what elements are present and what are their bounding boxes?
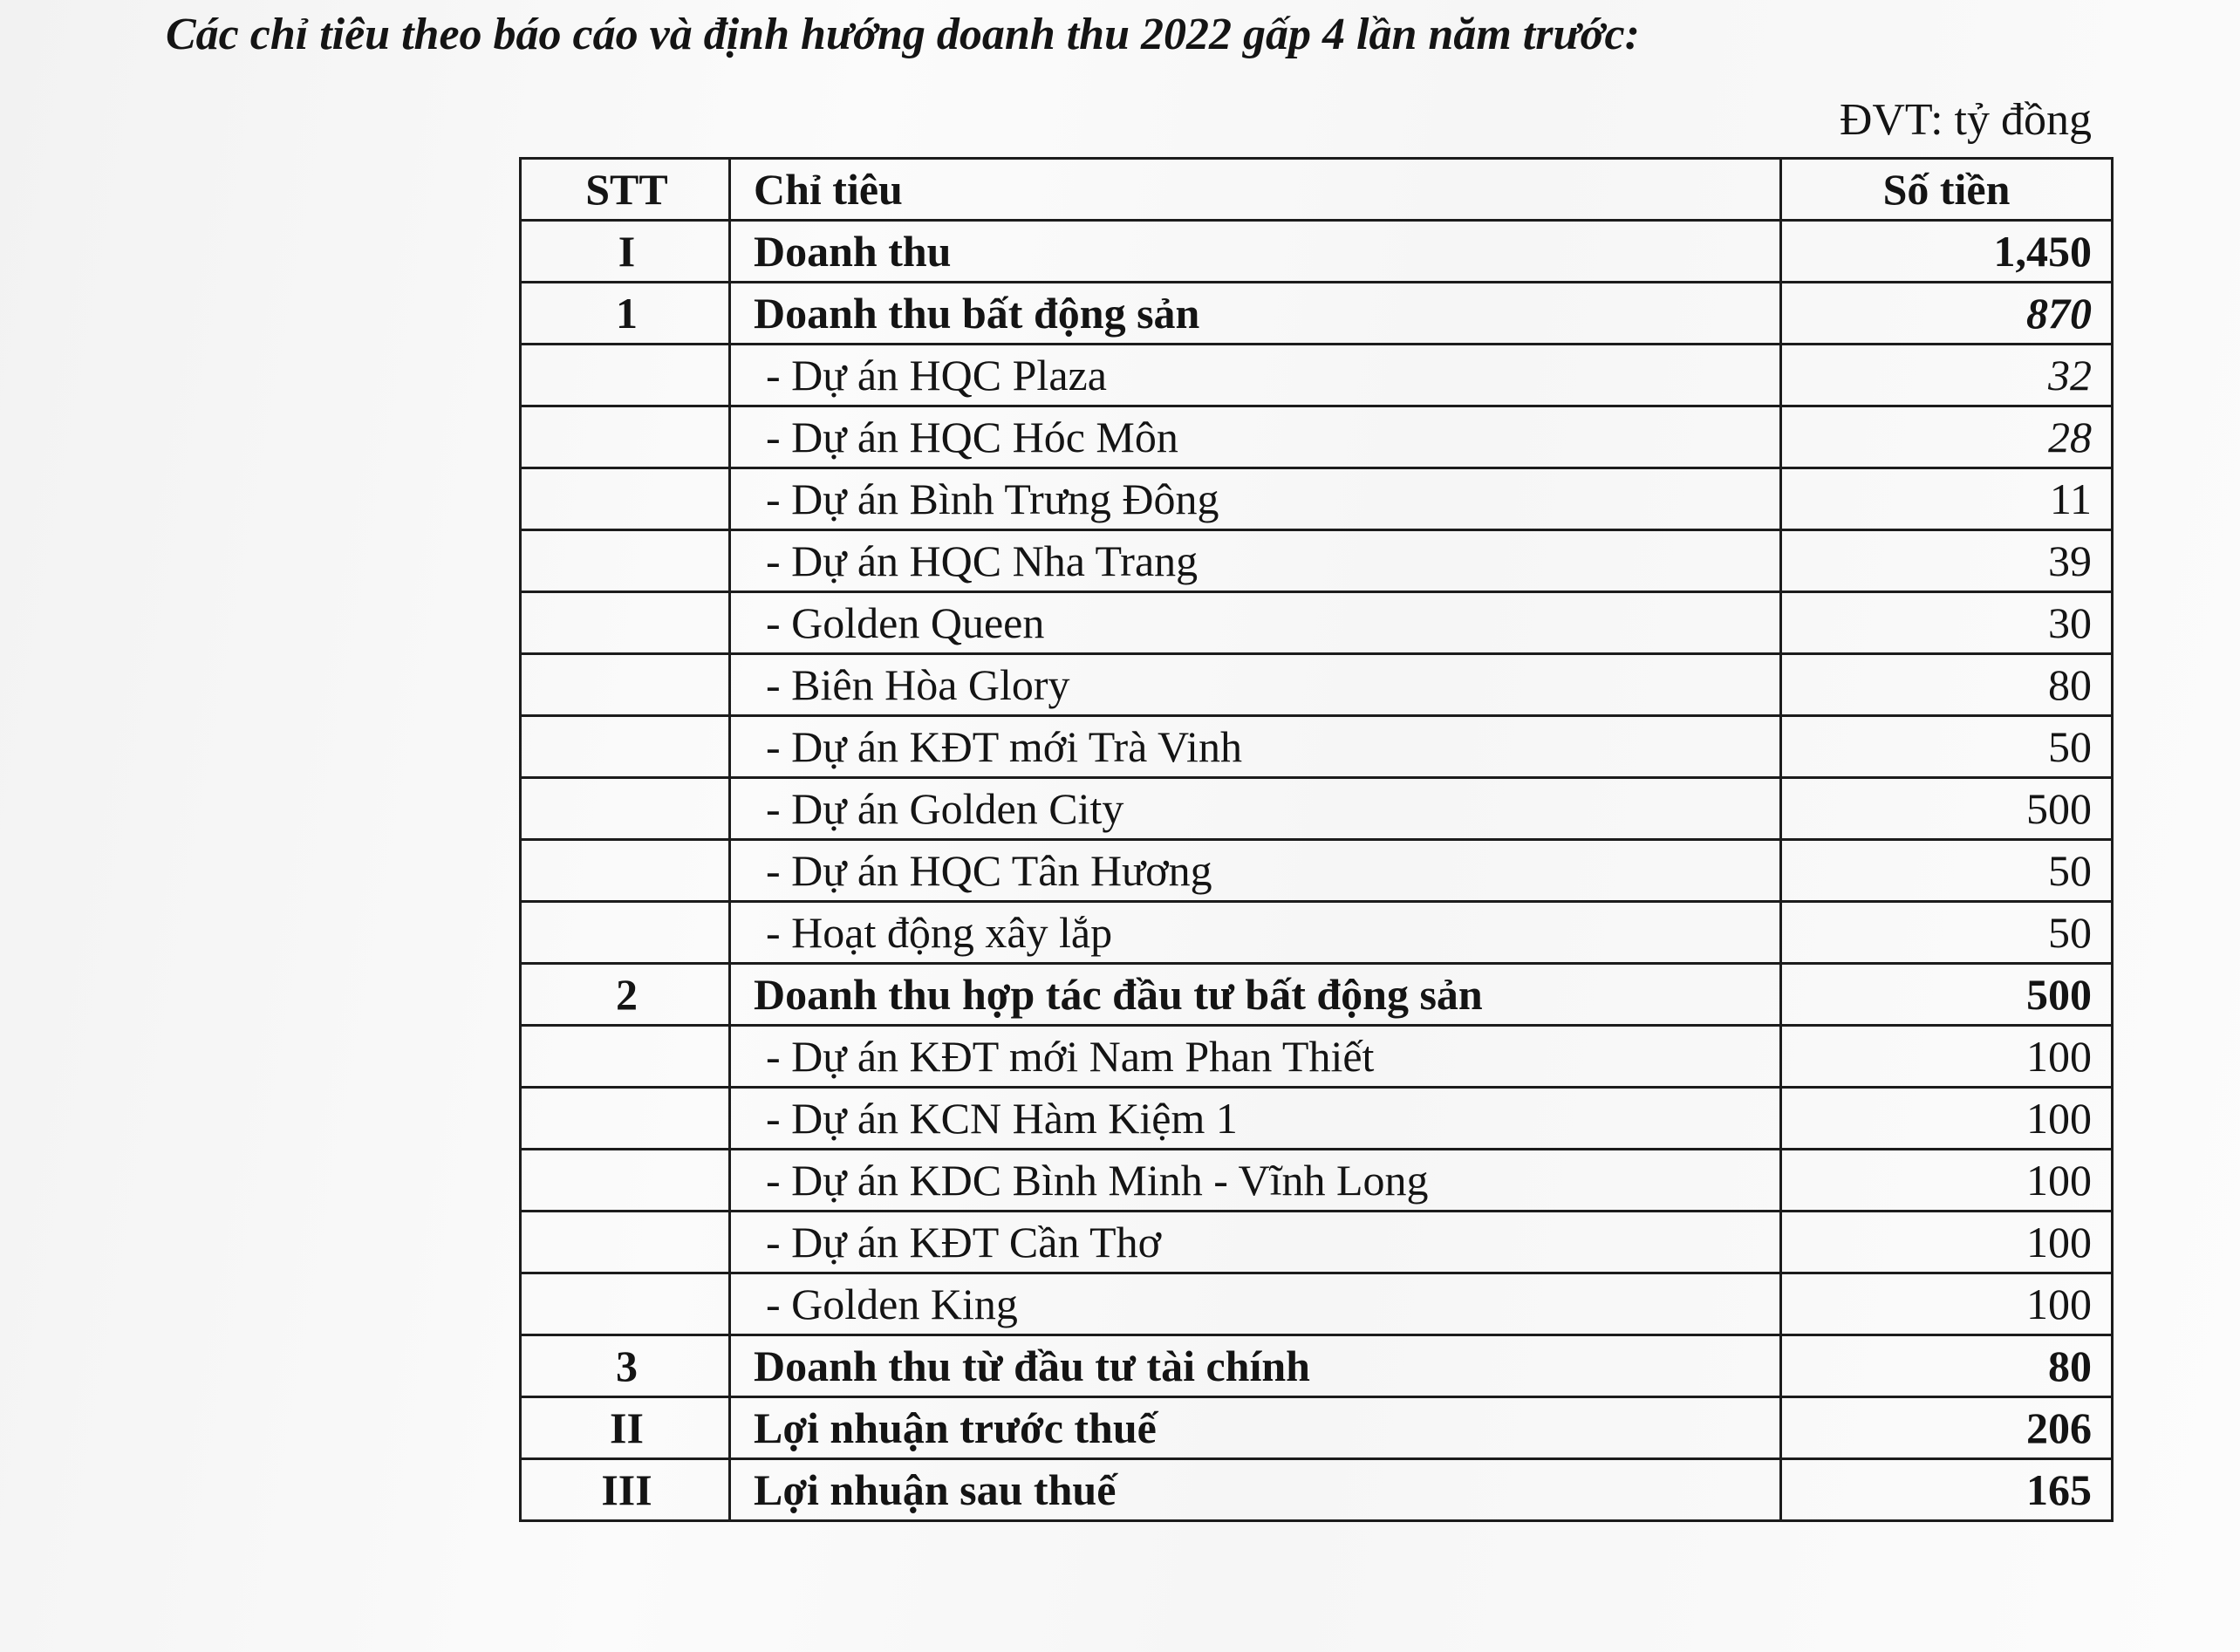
row-amount: 100 [1781, 1150, 2113, 1212]
table-row [521, 345, 2113, 406]
row-stt [521, 716, 730, 778]
row-name: - Biên Hòa Glory [730, 654, 1781, 716]
row-amount: 80 [1781, 1335, 2113, 1397]
row-amount: 100 [1781, 1088, 2113, 1150]
row-amount: 100 [1781, 1273, 2113, 1335]
row-amount: 500 [1781, 778, 2113, 840]
row-amount: 39 [1781, 530, 2113, 592]
row-name: Doanh thu từ đầu tư tài chính [730, 1335, 1781, 1397]
row-name: - Dự án KĐT Cần Thơ [730, 1212, 1781, 1273]
row-amount: 500 [1781, 964, 2113, 1026]
row-stt: 2 [521, 964, 730, 1026]
row-name: - Dự án KĐT mới Nam Phan Thiết [730, 1026, 1781, 1088]
row-stt [521, 1273, 730, 1335]
table-row [521, 530, 2113, 592]
table-row [521, 1088, 2113, 1150]
row-stt [521, 592, 730, 654]
table-row [521, 1212, 2113, 1273]
row-amount: 28 [1781, 406, 2113, 468]
header-name: Chỉ tiêu [730, 159, 1781, 221]
row-amount: 50 [1781, 716, 2113, 778]
row-name: Doanh thu [730, 221, 1781, 283]
table-row [521, 1150, 2113, 1212]
table-row [521, 1459, 2113, 1521]
row-amount: 100 [1781, 1212, 2113, 1273]
table-row [521, 1335, 2113, 1397]
table-row [521, 840, 2113, 902]
row-name: - Dự án KĐT mới Trà Vinh [730, 716, 1781, 778]
row-stt [521, 902, 730, 964]
table-row [521, 964, 2113, 1026]
row-name: - Dự án KDC Bình Minh - Vĩnh Long [730, 1150, 1781, 1212]
table-row [521, 716, 2113, 778]
row-amount: 870 [1781, 283, 2113, 345]
table-row [521, 654, 2113, 716]
row-stt [521, 468, 730, 530]
row-stt [521, 1150, 730, 1212]
row-amount: 206 [1781, 1397, 2113, 1459]
row-amount: 50 [1781, 902, 2113, 964]
row-stt [521, 530, 730, 592]
table-row [521, 283, 2113, 345]
row-stt [521, 406, 730, 468]
row-stt [521, 778, 730, 840]
row-stt: 1 [521, 283, 730, 345]
row-name: - Dự án HQC Plaza [730, 345, 1781, 406]
revenue-targets-table [519, 157, 2114, 1522]
row-name: - Dự án HQC Nha Trang [730, 530, 1781, 592]
table-header-row [521, 159, 2113, 221]
row-name: - Dự án HQC Hóc Môn [730, 406, 1781, 468]
table-row [521, 221, 2113, 283]
row-name: - Dự án HQC Tân Hương [730, 840, 1781, 902]
unit-label: ĐVT: tỷ đồng [1839, 95, 2092, 145]
row-name: - Dự án KCN Hàm Kiệm 1 [730, 1088, 1781, 1150]
row-stt [521, 1088, 730, 1150]
table-row [521, 406, 2113, 468]
row-amount: 80 [1781, 654, 2113, 716]
row-stt: III [521, 1459, 730, 1521]
table-row [521, 778, 2113, 840]
row-amount: 100 [1781, 1026, 2113, 1088]
page-title: Các chỉ tiêu theo báo cáo và định hướng doanh thu 2022 gấp 4 lần năm trước: [166, 10, 1640, 59]
row-amount: 1,450 [1781, 221, 2113, 283]
row-name: - Golden Queen [730, 592, 1781, 654]
row-name: - Hoạt động xây lắp [730, 902, 1781, 964]
row-amount: 11 [1781, 468, 2113, 530]
header-amount: Số tiền [1781, 159, 2113, 221]
row-amount: 32 [1781, 345, 2113, 406]
row-name: Doanh thu bất động sản [730, 283, 1781, 345]
row-name: - Dự án Bình Trưng Đông [730, 468, 1781, 530]
table-row [521, 1397, 2113, 1459]
row-amount: 50 [1781, 840, 2113, 902]
table-row [521, 902, 2113, 964]
table-row [521, 468, 2113, 530]
row-stt [521, 345, 730, 406]
row-stt: 3 [521, 1335, 730, 1397]
row-stt: II [521, 1397, 730, 1459]
row-name: Lợi nhuận sau thuế [730, 1459, 1781, 1521]
row-stt [521, 1026, 730, 1088]
row-amount: 30 [1781, 592, 2113, 654]
row-stt [521, 1212, 730, 1273]
row-stt [521, 654, 730, 716]
row-name: - Golden King [730, 1273, 1781, 1335]
table-row [521, 1026, 2113, 1088]
row-name: Doanh thu hợp tác đầu tư bất động sản [730, 964, 1781, 1026]
row-stt [521, 840, 730, 902]
table-row [521, 592, 2113, 654]
header-stt: STT [521, 159, 730, 221]
row-amount: 165 [1781, 1459, 2113, 1521]
row-name: Lợi nhuận trước thuế [730, 1397, 1781, 1459]
row-stt: I [521, 221, 730, 283]
row-name: - Dự án Golden City [730, 778, 1781, 840]
table-row [521, 1273, 2113, 1335]
